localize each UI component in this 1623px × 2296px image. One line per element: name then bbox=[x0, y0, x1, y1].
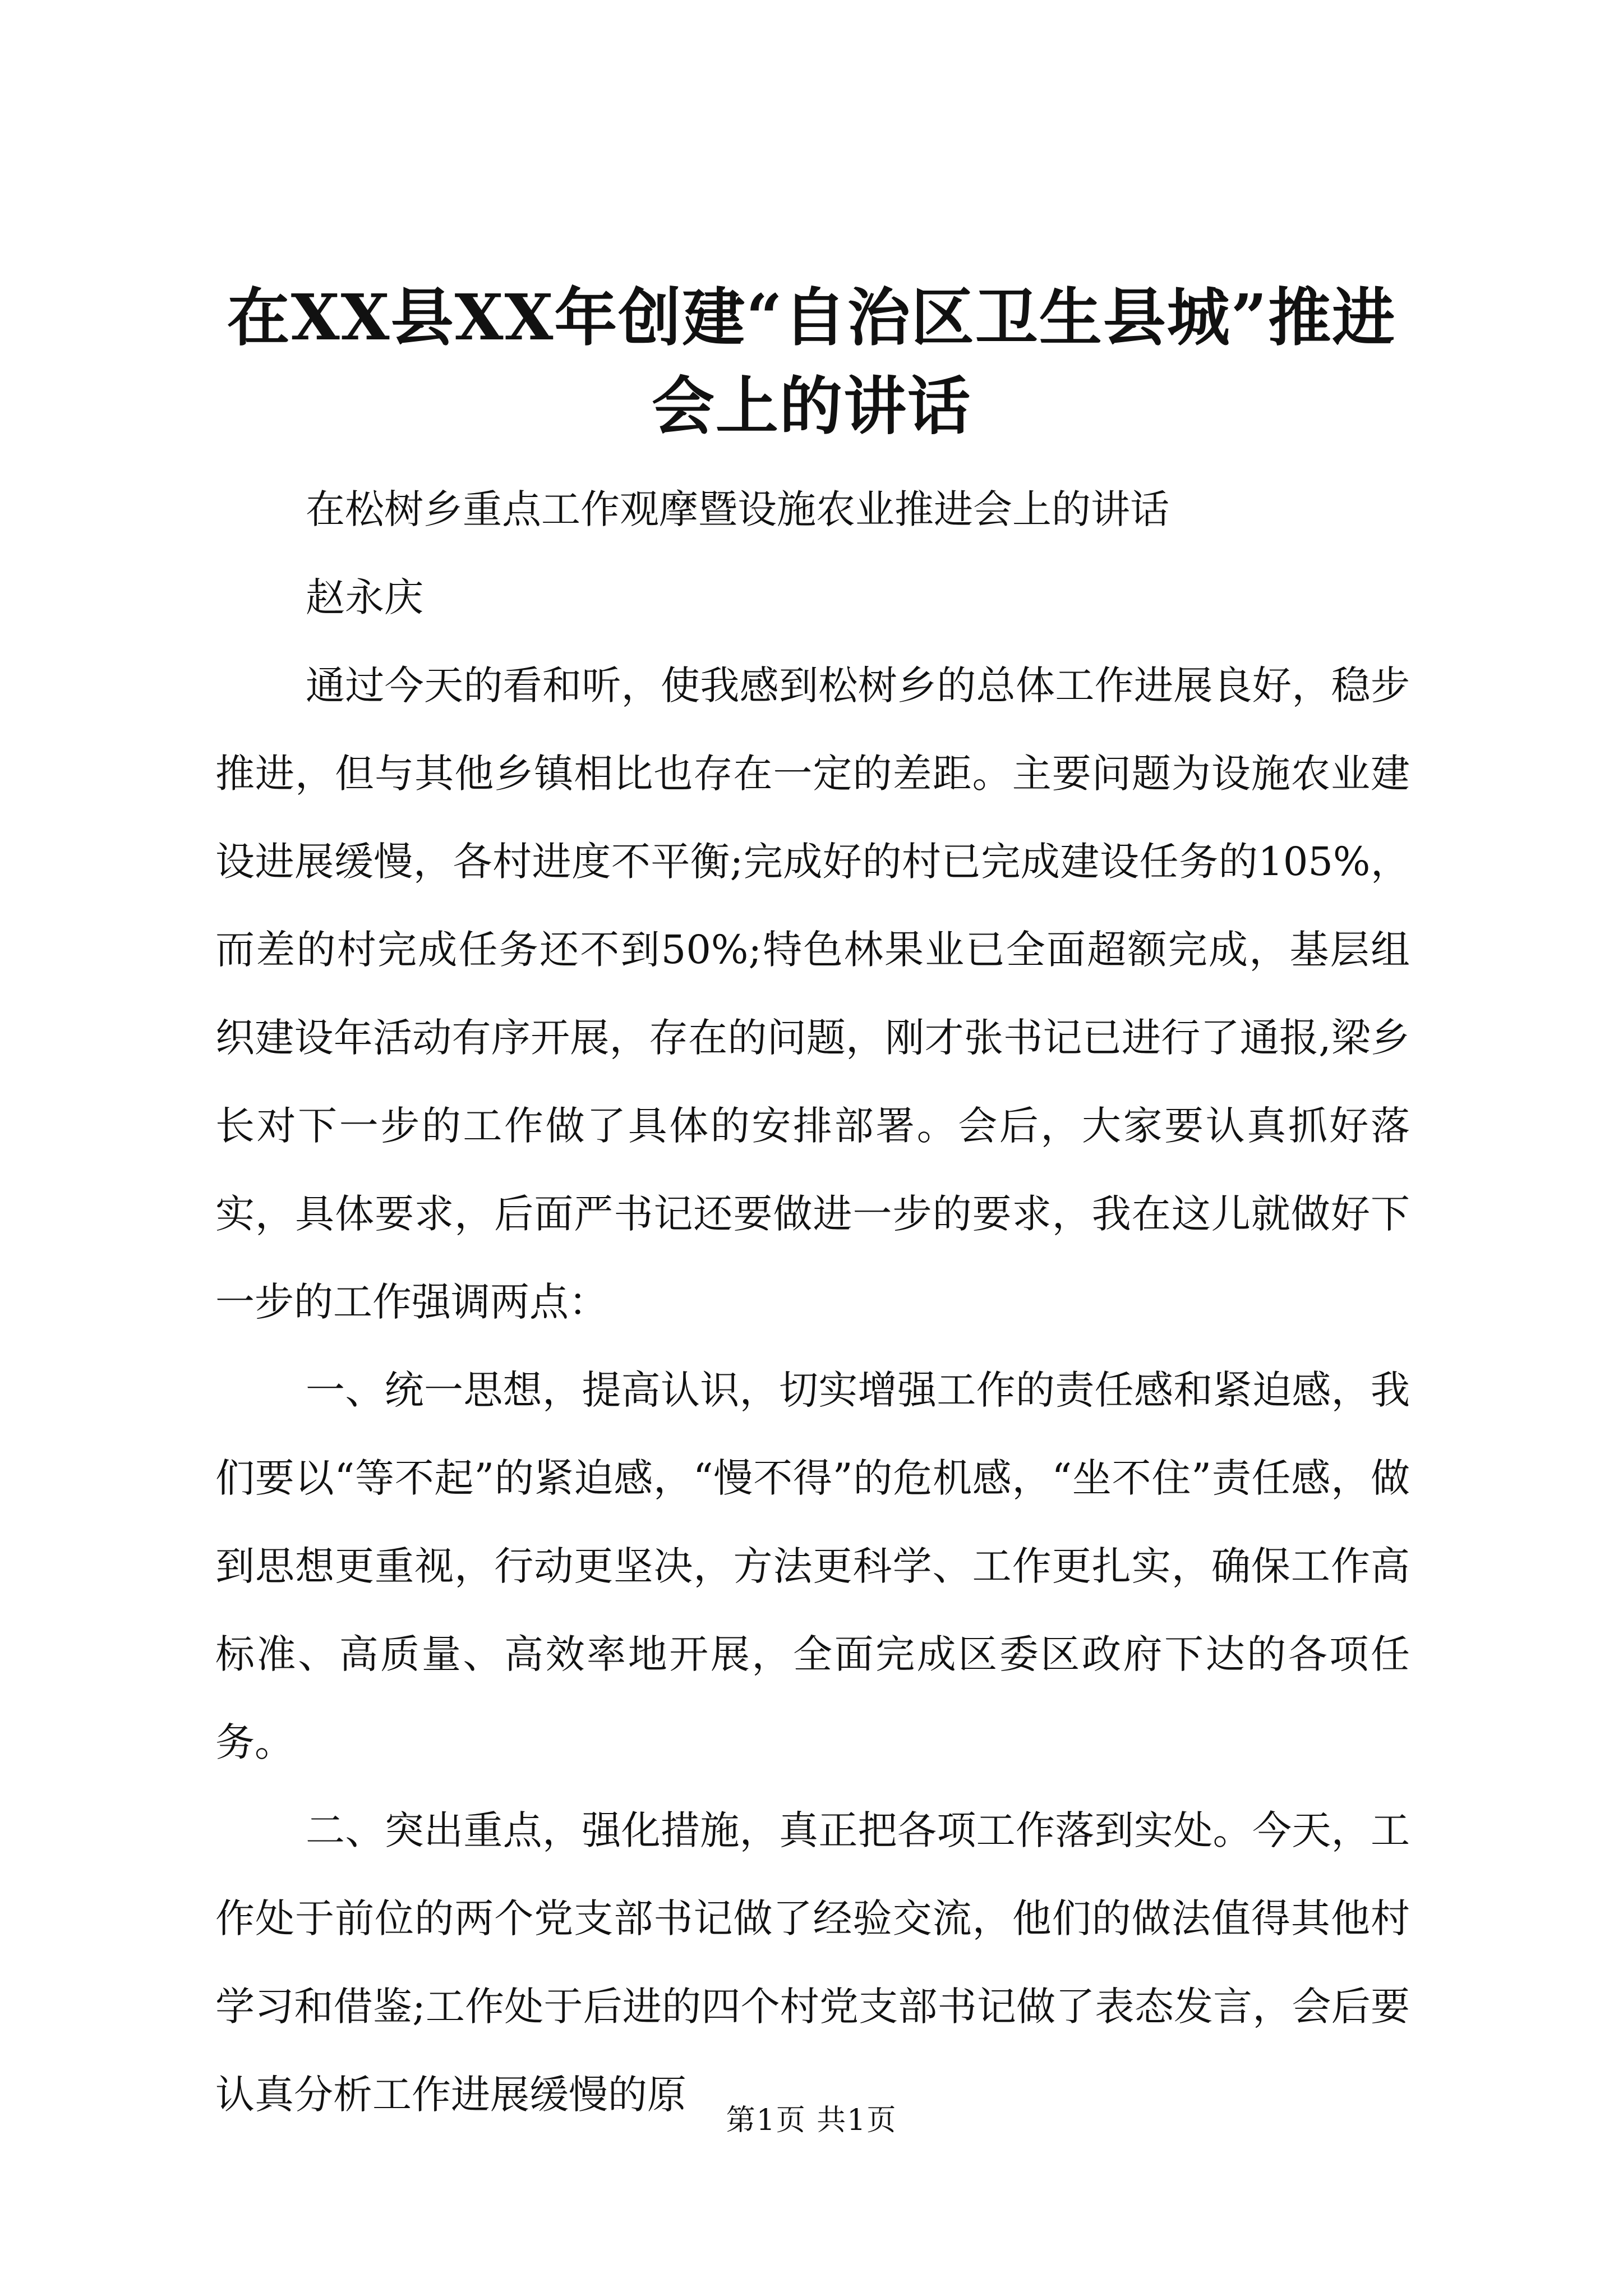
page-footer: 第1页 共1页 bbox=[726, 2104, 897, 2137]
document-title: 在XX县XX年创建“自治区卫生县城”推进会上的讲话 bbox=[227, 281, 1396, 443]
subtitle-line: 在松树乡重点工作观摩暨设施农业推进会上的讲话 bbox=[306, 486, 1169, 532]
body-paragraph: 一、统一思想，提高认识，切实增强工作的责任感和紧迫感，我们要以“等不起”的紧迫感，“慢不得”的危机感，“坐不住”责任感，做到思想更重视，行动更坚决，方法更科学、工作更扎实，确保工作高标准、高质量、高效率地开展，全面完成区委区政府下达的各项任务。 bbox=[215, 1367, 1410, 1765]
body-paragraph: 通过今天的看和听，使我感到松树乡的总体工作进展良好，稳步推进，但与其他乡镇相比也存在一定的差距。主要问题为设施农业建设进展缓慢，各村进度不平衡;完成好的村已完成建设任务的105%，而差的村完成任务还不到50%;特色林果业已全面超额完成，基层组织建设年活动有序开展，存在的问题，刚才张书记已进行了通报,梁乡长对下一步的工作做了具体的安排部署。会后，大家要认真抓好落实，具体要求，后面严书记还要做进一步的要求，我在这儿就做好下一步的工作强调两点： bbox=[215, 662, 1410, 1325]
body-paragraph: 二、突出重点，强化措施，真正把各项工作落到实处。今天，工作处于前位的两个党支部书记做了经验交流，他们的做法值得其他村学习和借鉴;工作处于后进的四个村党支部书记做了表态发言，会后要认真分析工作进展缓慢的原 bbox=[215, 1807, 1410, 2118]
author-line: 赵永庆 bbox=[306, 574, 423, 620]
document-body bbox=[215, 466, 1410, 2139]
